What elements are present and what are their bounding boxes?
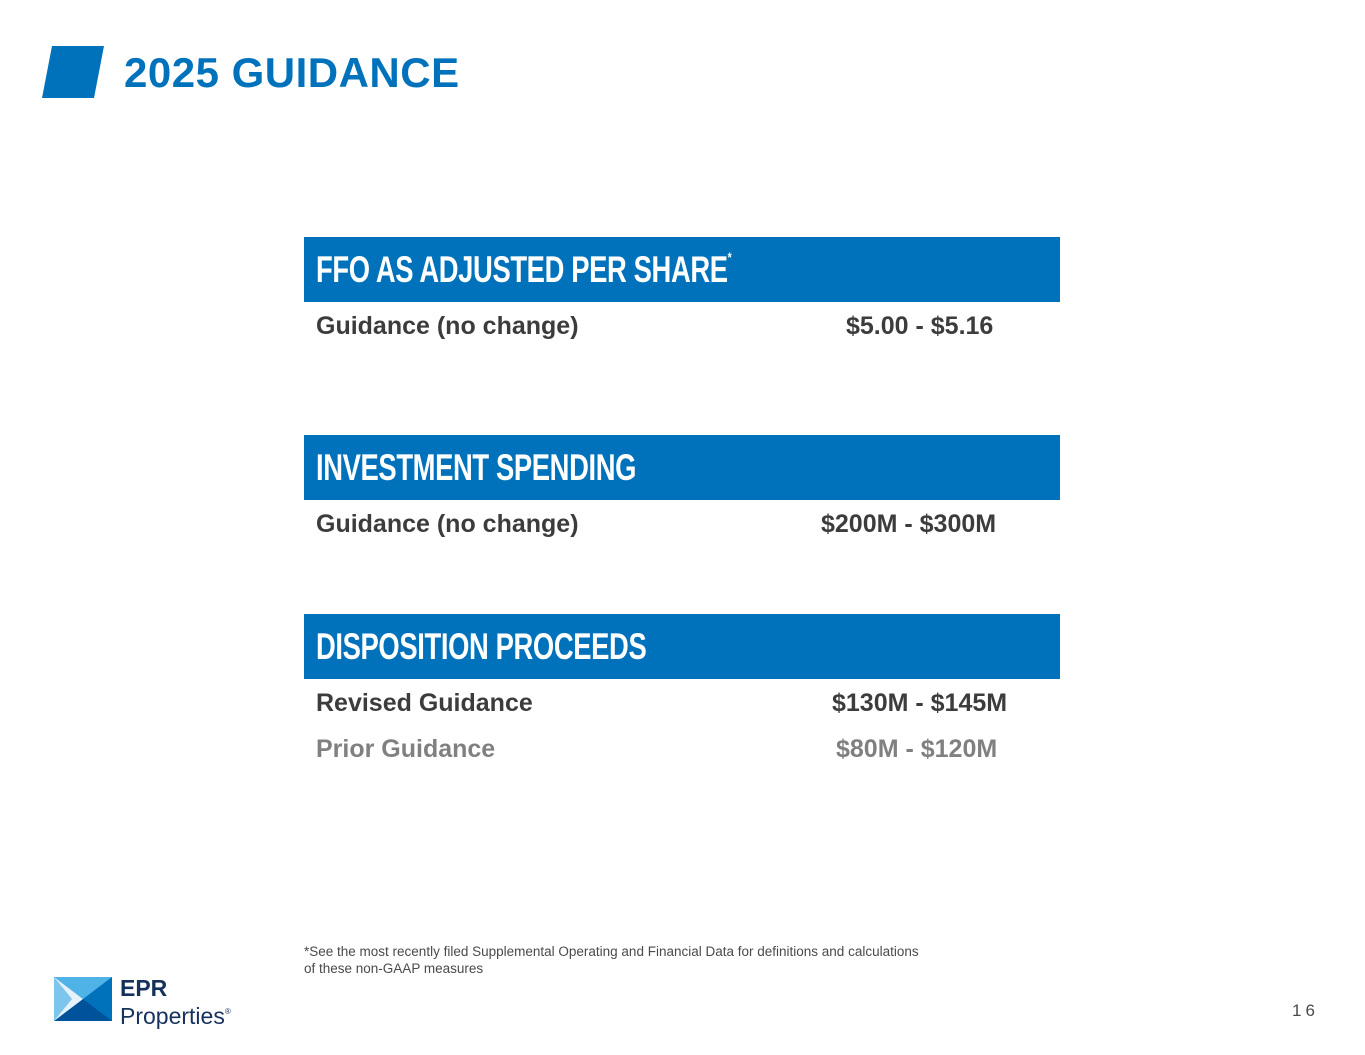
row-value: $130M - $145M <box>832 689 1008 717</box>
section-header-ffo <box>304 237 1060 302</box>
guidance-row <box>304 302 1060 348</box>
section-header-disposition <box>304 614 1060 679</box>
row-value: $5.00 - $5.16 <box>846 312 994 340</box>
row-label: Revised Guidance <box>316 689 533 717</box>
section-title: FFO AS ADJUSTED PER SHARE <box>316 248 728 290</box>
section-title: INVESTMENT SPENDING <box>316 446 637 488</box>
footnote-marker: * <box>727 248 732 265</box>
row-label: Prior Guidance <box>316 735 496 763</box>
section-ffo <box>304 237 1060 348</box>
section-header-investment <box>304 435 1060 500</box>
logo-wordmark-properties: Properties <box>120 1003 225 1029</box>
logo-wordmark-epr: EPR <box>120 975 168 1001</box>
footnote <box>304 943 1034 977</box>
row-value: $200M - $300M <box>821 510 997 538</box>
section-disposition <box>304 614 1060 771</box>
epr-logo-mark-icon <box>54 977 112 1021</box>
revised-guidance-row <box>304 679 1060 725</box>
guidance-row <box>304 500 1060 546</box>
row-value: $80M - $120M <box>836 735 998 763</box>
footnote-line: *See the most recently filed Supplemental Operating and Financial Data for definitions and calculations <box>304 944 919 959</box>
row-label: Guidance (no change) <box>316 510 579 538</box>
footnote-line: of these non-GAAP measures <box>304 961 484 976</box>
page-title: 2025 GUIDANCE <box>124 49 460 96</box>
row-label: Guidance (no change) <box>316 312 579 340</box>
registered-mark: ® <box>224 1007 231 1016</box>
title-accent-shape <box>42 46 104 98</box>
page-number: 16 <box>1292 1001 1319 1020</box>
epr-properties-logo <box>54 975 254 1029</box>
section-investment <box>304 435 1060 546</box>
prior-guidance-row <box>304 725 1060 771</box>
section-title: DISPOSITION PROCEEDS <box>316 625 647 667</box>
